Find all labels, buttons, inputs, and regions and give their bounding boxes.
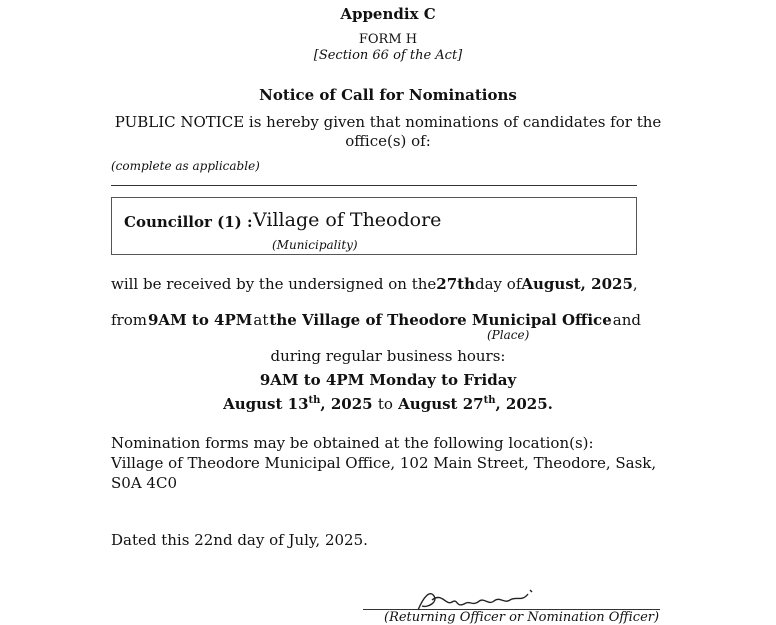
received-prefix: will be received by the undersigned on the: [111, 275, 437, 293]
start-date: August 13: [223, 395, 309, 413]
received-suffix: ,: [632, 275, 638, 293]
business-hours-intro: during regular business hours:: [270, 347, 506, 365]
section-reference: [Section 66 of the Act]: [313, 48, 463, 63]
municipality-caption: (Municipality): [272, 238, 358, 252]
place-name: the Village of Theodore Municipal Office: [269, 311, 612, 329]
complete-note: (complete as applicable): [111, 159, 260, 173]
intro-line-2: office(s) of:: [345, 132, 431, 150]
business-hours-days: 9AM to 4PM Monday to Friday: [259, 371, 517, 389]
forms-line-2: Village of Theodore Municipal Office, 102 Main Street, Theodore, Sask,: [111, 454, 657, 472]
received-day: 27th: [436, 275, 475, 293]
signature-caption: (Returning Officer or Nomination Officer): [384, 610, 660, 625]
place-caption: (Place): [487, 328, 530, 342]
notice-title: Notice of Call for Nominations: [259, 86, 517, 104]
forms-line-1: Nomination forms may be obtained at the following location(s):: [111, 434, 594, 452]
and-word: and: [612, 311, 641, 329]
dated-line: Dated this 22nd day of July, 2025.: [111, 531, 368, 549]
to-word: to: [377, 395, 393, 413]
divider-line: [111, 185, 637, 186]
office-label: Councillor (1) :: [124, 213, 253, 231]
appendix-label: Appendix C: [340, 5, 436, 23]
at-word: at: [253, 311, 269, 329]
start-date-suffix: th: [308, 395, 321, 406]
received-line: [111, 275, 637, 293]
end-date-suffix: th: [483, 395, 496, 406]
forms-line-3: S0A 4C0: [111, 474, 177, 492]
received-date: August, 2025: [521, 275, 633, 293]
office-value: Village of Theodore: [253, 209, 442, 231]
date-range: [0, 395, 776, 413]
form-label: FORM H: [358, 32, 418, 47]
start-year: , 2025: [320, 395, 373, 413]
time-range: 9AM to 4PM: [148, 311, 253, 329]
from-word: from: [111, 311, 147, 329]
end-year: , 2025.: [495, 395, 553, 413]
end-date: August 27: [398, 395, 484, 413]
time-place-line: [111, 311, 641, 329]
intro-line-1: PUBLIC NOTICE is hereby given that nominations of candidates for the: [114, 113, 662, 131]
office-box: [111, 197, 637, 255]
received-mid: day of: [475, 275, 522, 293]
